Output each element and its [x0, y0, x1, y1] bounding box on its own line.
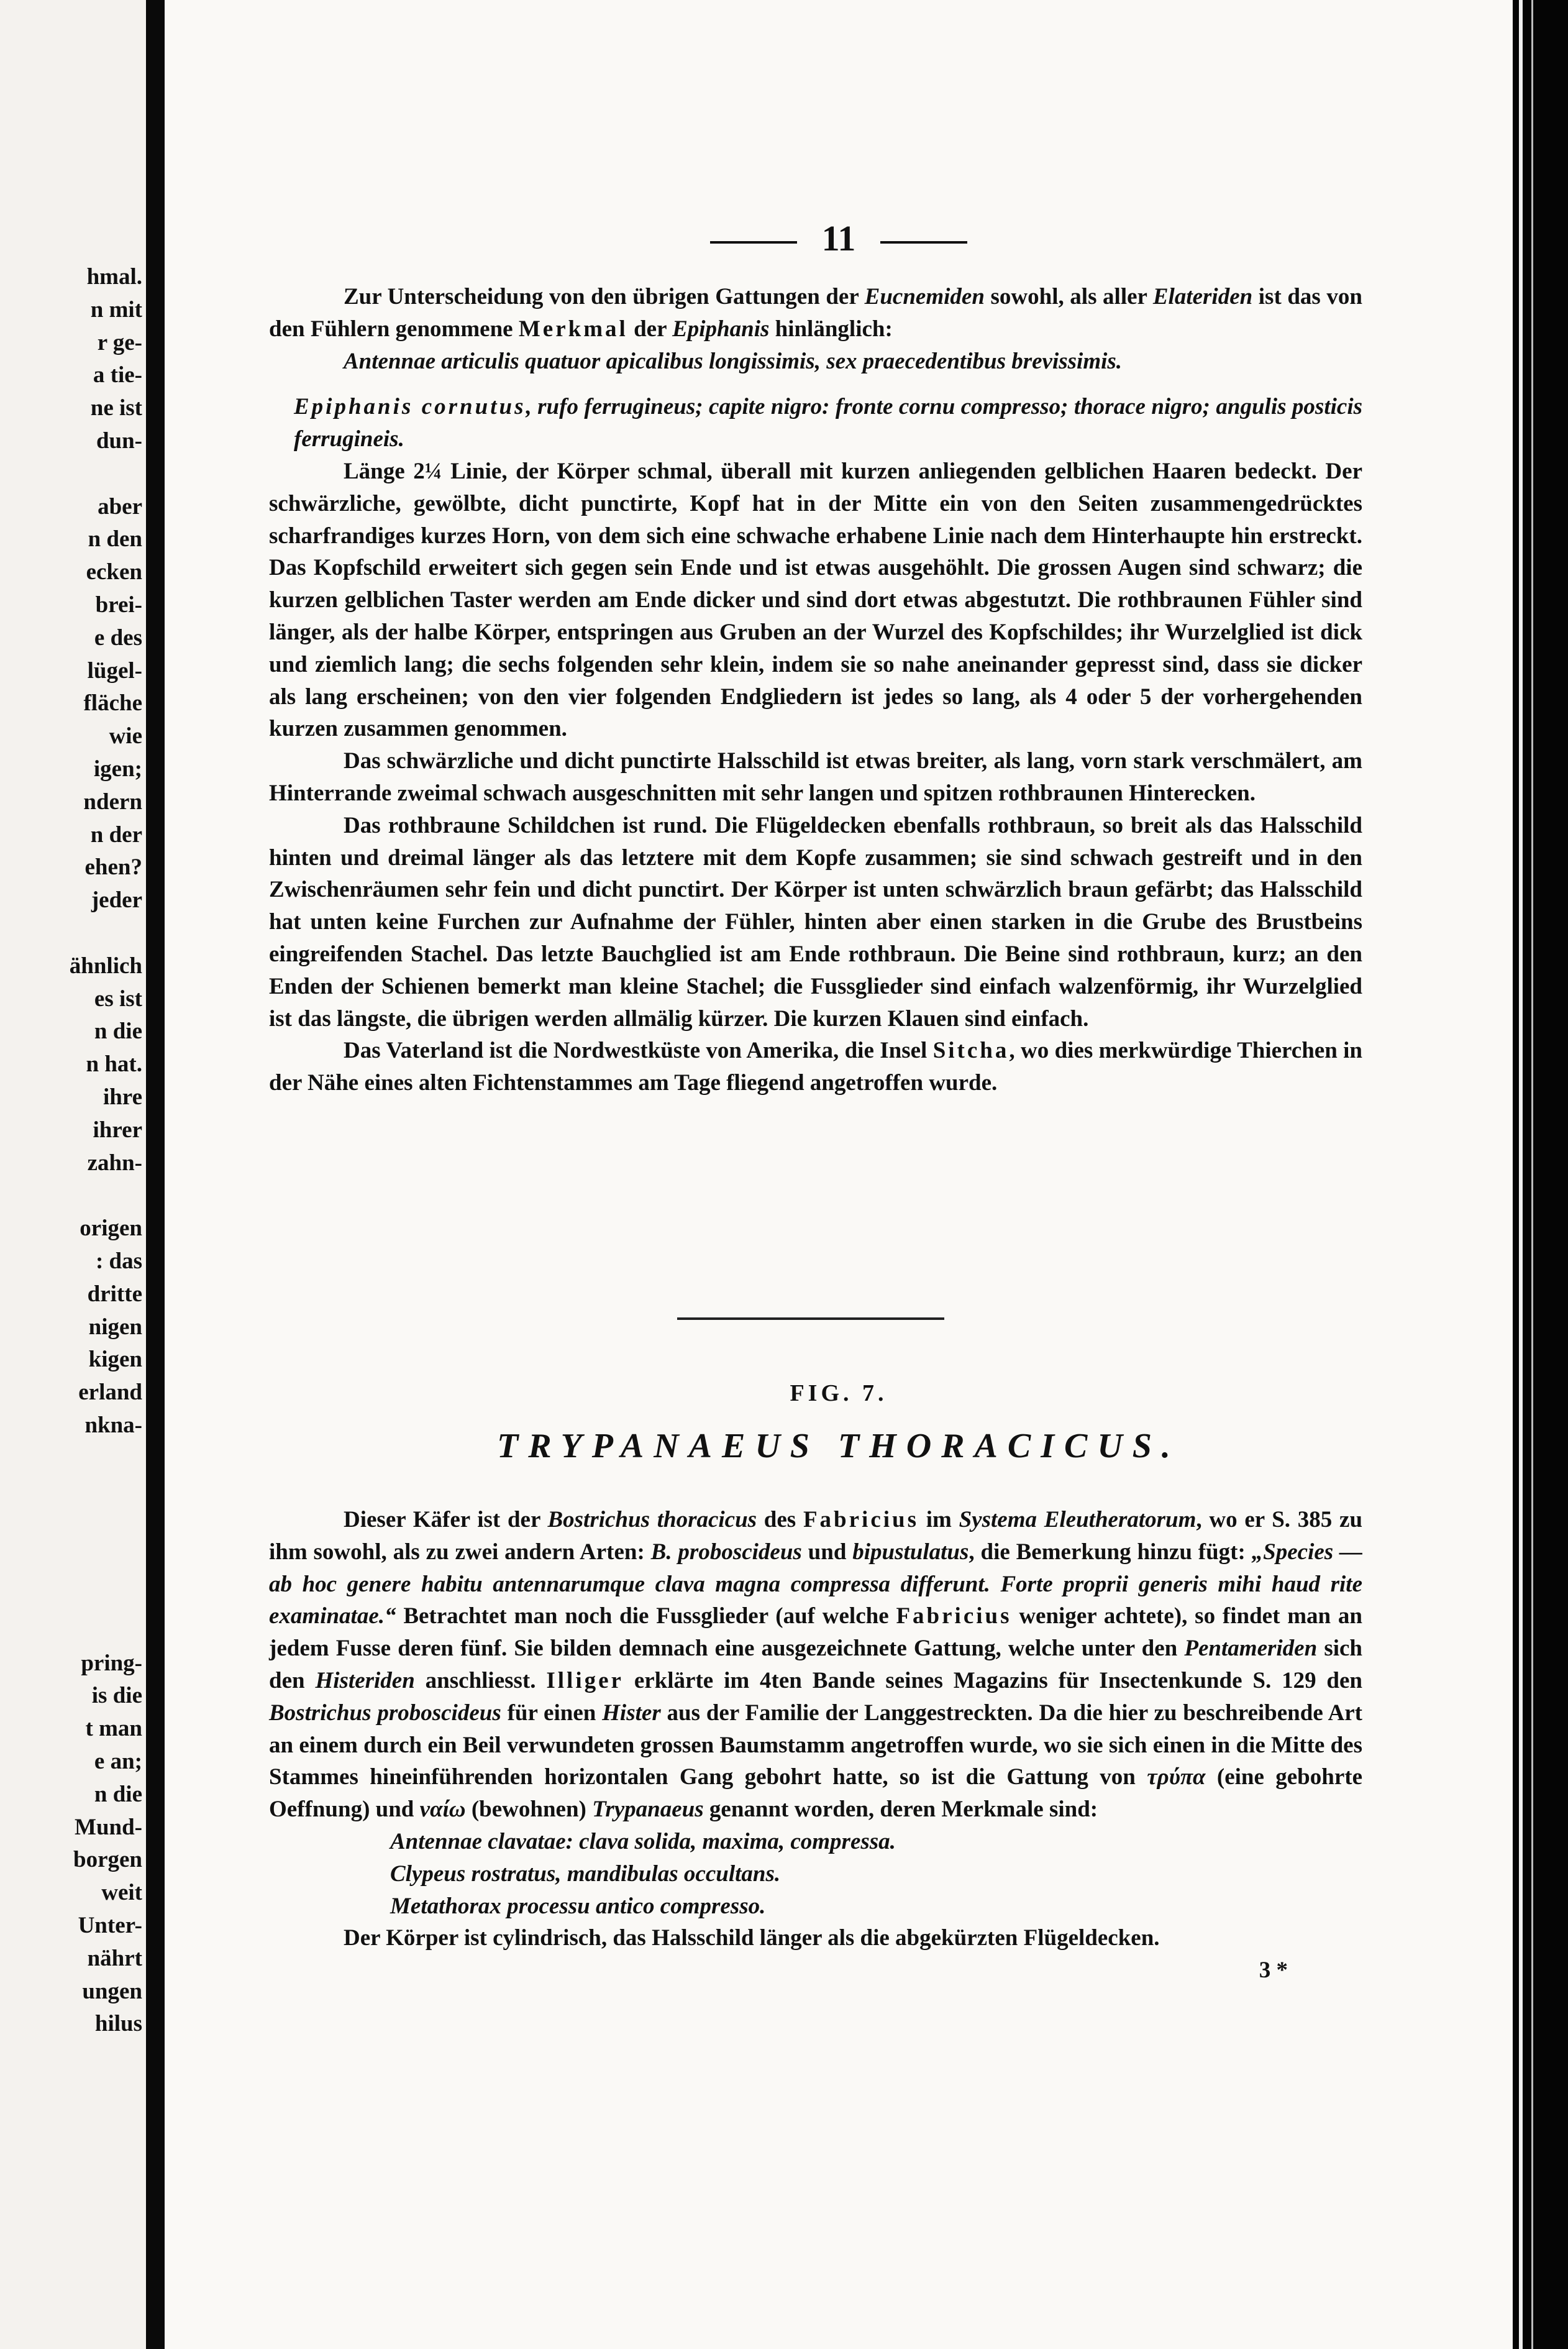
previous-page-line: zahn-	[87, 1150, 142, 1176]
section-separator	[677, 1317, 944, 1320]
paragraph-vaterland: Das Vaterland ist die Nordwestküste von Amerika, die Insel Sitcha, wo dies merkwürdige Thierchen in der Nähe eines alten Fichtenstammes am Tage fliegend angetroffen wurde.	[269, 1038, 1362, 1096]
paragraph-koerper: Der Körper ist cylindrisch, das Halsschild länger als die abgekürzten Flügeldecken.	[344, 1925, 1160, 1951]
page-header	[165, 218, 1513, 259]
genus-formula: Antennae articulis quatuor apicalibus longissimis, sex praecedentibus brevissimis.	[344, 348, 1123, 374]
previous-page-line	[70, 917, 142, 950]
paragraph-schildchen: Das rothbraune Schildchen ist rund. Die Flügeldecken ebenfalls rothbraun, so breit als das Halsschild hinten und dreimal länger als das letztere mit dem Kopfe zusammen; sie sind schwach gestreift und in den Zwischenräumen sehr fein und dicht punctirt. Der Körper ist unten schwärzlich braun gefärbt; das Halsschild hat unten keine Furchen zur Aufnahme der Fühler, hinten aber einen starken in die Grube des Brustbeins eingreifenden Stachel. Das letzte Bauchglied ist am Ende rothbraun. Die Beine sind rothbraun, kurz; an den Enden der Schienen bemerkt man kleine Stachel; die Fussglieder sind einfach walzenförmig, ihr Wurzelglied ist das längste, die übrigen werden allmälig kürzer. Die kurzen Klauen sind einfach.	[269, 812, 1362, 1032]
previous-page-line: ehen?	[84, 854, 142, 881]
previous-page-line: aber	[98, 493, 142, 520]
previous-page-line: dritte	[87, 1281, 142, 1307]
generic-character-1: Antennae clavatae: clava solida, maxima, compressa.	[390, 1828, 896, 1854]
previous-page-line: igen;	[93, 756, 142, 782]
species-diagnosis: Epiphanis cornutus, rufo ferrugineus; capite nigro: fronte cornu compresso; thorace nigro; angulis posticis ferrugineis.	[294, 394, 1362, 452]
previous-page-line: a tie-	[93, 362, 142, 388]
previous-page-line: n die	[94, 1781, 142, 1807]
generic-character-2: Clypeus rostratus, mandibulas occultans.	[390, 1861, 781, 1887]
generic-character-3: Metathorax processu antico compresso.	[390, 1893, 766, 1919]
previous-page-line: ähnlich	[69, 953, 142, 979]
previous-page-line: hmal.	[86, 264, 142, 290]
page-number: 11	[821, 218, 856, 259]
section-trypanaeus	[269, 1504, 1362, 1987]
previous-page-line	[70, 1179, 142, 1212]
previous-page-line: origen	[80, 1216, 142, 1242]
previous-page-line: ihrer	[93, 1117, 142, 1143]
previous-page-gap	[70, 1442, 142, 1647]
previous-page-line: nkna-	[84, 1412, 142, 1438]
previous-page-line: e an;	[94, 1749, 142, 1775]
previous-page-line: borgen	[73, 1847, 142, 1873]
header-rule-left	[710, 241, 797, 244]
previous-page-line: n den	[88, 526, 142, 552]
previous-page-line: es ist	[94, 986, 142, 1012]
previous-page-line: ungen	[82, 1978, 142, 2004]
edge-line-2	[1531, 0, 1533, 2349]
previous-page-line: kigen	[88, 1347, 142, 1373]
previous-page-line: wie	[109, 723, 142, 749]
previous-page-line: ndern	[83, 789, 142, 815]
previous-page-line: n die	[94, 1019, 142, 1045]
previous-page-line: nigen	[88, 1314, 142, 1340]
signature-mark: 3 *	[1259, 1958, 1288, 1984]
book-page	[165, 0, 1513, 2349]
edge-line	[1519, 0, 1523, 2349]
previous-page-line: ihre	[103, 1084, 142, 1110]
previous-page-line: erland	[78, 1380, 142, 1406]
previous-page-line: n mit	[90, 296, 142, 323]
previous-page-line: brei-	[95, 592, 142, 618]
previous-page-line: jeder	[91, 887, 142, 914]
previous-page-line: is die	[91, 1683, 142, 1709]
previous-page-line: e des	[94, 625, 142, 651]
previous-page-line: t man	[85, 1716, 142, 1742]
previous-page-line: n der	[90, 822, 142, 848]
previous-page-line: Mund-	[75, 1814, 142, 1840]
previous-page-line	[70, 458, 142, 491]
paragraph-description: Länge 2¼ Linie, der Körper schmal, überall mit kurzen anliegenden gelblichen Haaren bedeckt. Der schwärzliche, gewölbte, dicht punctirte, Kopf hat in der Mitte ein von den Seiten zusammengedrücktes scharfrandiges kurzes Horn, von dem sich eine schwache erhabene Linie nach dem Hinterhaupte hin erstreckt. Das Kopfschild erweitert sich gegen sein Ende und ist etwas ausgehöhlt. Die grossen Augen sind schwarz; die kurzen gelblichen Taster werden am Ende dicker und sind dort etwas abgestutzt. Die rothbraunen Fühler sind länger, als der halbe Körper, entspringen aus Gruben an der Wurzel des Kopfschildes; ihr Wurzelglied ist dick und ziemlich lang; die sechs folgenden sehr klein, indem sie so nahe aneinander gepresst sind, dass sie dicker als lang erscheinen; von den vier folgenden Endgliedern ist jedes so lang, als 4 oder 5 der vorhergehenden kurzen zusammen genommen.	[269, 458, 1362, 742]
previous-page-line: nährt	[87, 1945, 142, 1971]
previous-page-line: hilus	[94, 2011, 142, 2037]
previous-page-line: n hat.	[86, 1051, 142, 1078]
previous-page-line: fläche	[83, 690, 142, 717]
previous-page-line: ecken	[86, 559, 142, 585]
header-rule-right	[880, 241, 967, 244]
species-title: TRYPANAEUS THORACICUS.	[497, 1427, 1180, 1465]
page-gutter	[146, 0, 165, 2349]
previous-page-line: r ge-	[97, 329, 142, 355]
previous-page-text	[70, 261, 142, 2041]
section-epiphanis	[269, 281, 1362, 1099]
previous-page-fragment	[0, 0, 146, 2349]
previous-page-line: lügel-	[87, 657, 142, 684]
right-page-edge	[1513, 0, 1568, 2349]
previous-page-line: ne ist	[90, 395, 142, 421]
previous-page-line: Unter-	[78, 1913, 142, 1939]
figure-label: FIG. 7.	[790, 1380, 888, 1406]
paragraph-intro: Zur Unterscheidung von den übrigen Gattungen der Eucnemiden sowohl, als aller Elateriden ist das von den Fühlern genommene Merkmal der Epiphanis hinlänglich:	[269, 284, 1362, 342]
paragraph-halsschild: Das schwärzliche und dicht punctirte Halsschild ist etwas breiter, als lang, vorn stark verschmälert, am Hinterrande zweimal schwach ausgeschnitten mit sehr langen und spitzen rothbraunen Hinterecken.	[269, 748, 1362, 806]
paragraph-trypanaeus-intro: Dieser Käfer ist der Bostrichus thoracicus des Fabricius im Systema Eleutheratorum, wo er S. 385 zu ihm sowohl, als zu zwei andern Arten: B. proboscideus und bipustulatus, die Bemerkung hinzu fügt: „Species — ab hoc genere habitu antennarumque clava magna compressa differunt. Forte proprii generis mihi haud rite examinatae.“ Betrachtet man noch die Fussglieder (auf welche Fabricius weniger achtete), so findet man an jedem Fusse deren fünf. Sie bilden demnach eine ausgezeichnete Gattung, welche unter den Pentameriden sich den Histeriden anschliesst. Illiger erklärte im 4ten Bande seines Magazins für Insectenkunde S. 129 den Bostrichus proboscideus für einen Hister aus der Familie der Langgestreckten. Da die hier zu beschreibende Art an einem durch ein Beil verwundeten grossen Baumstamm angetroffen wurde, wo sie sich einen in die Mitte des Stammes hineinführenden horizontalen Gang gebohrt hatte, so ist die Gattung von τρύπα (eine gebohrte Oeffnung) und ναίω (bewohnen) Trypanaeus genannt worden, deren Merkmale sind:	[269, 1507, 1363, 1823]
previous-page-line: dun-	[96, 428, 142, 454]
previous-page-line: weit	[101, 1880, 142, 1906]
previous-page-line: : das	[95, 1248, 142, 1274]
previous-page-line: pring-	[81, 1650, 142, 1676]
